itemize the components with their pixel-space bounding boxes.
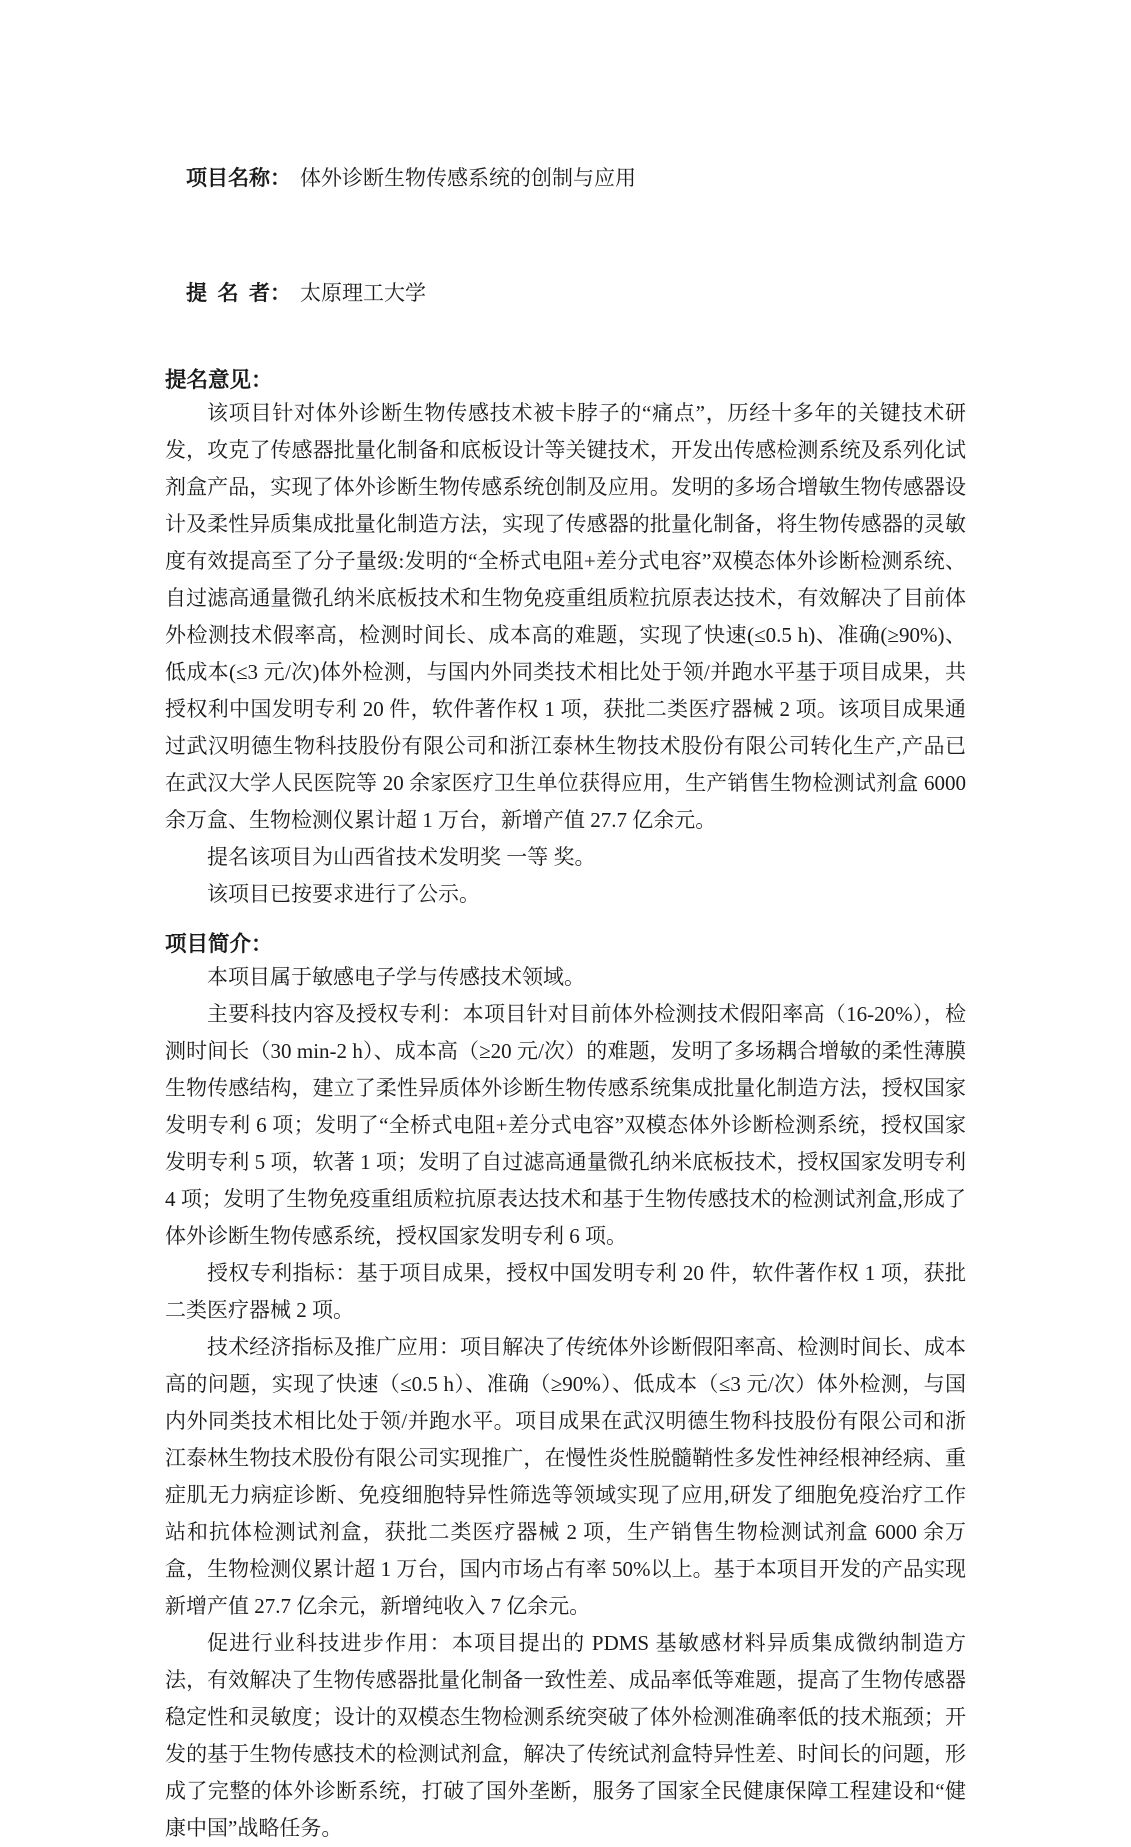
project-intro-heading: 项目简介： [165, 932, 273, 956]
nomination-opinion-body [165, 395, 972, 913]
nominator-row [165, 251, 966, 335]
project-intro-section [165, 930, 972, 1847]
opinion-paragraph-2: 提名该项目为山西省技术发明奖 一等 奖。 [207, 845, 596, 869]
project-intro-body [165, 959, 972, 1847]
nominator-value: 太原理工大学 [300, 281, 426, 305]
section-spacer [165, 913, 966, 930]
intro-paragraph-1: 本项目属于敏感电子学与传感技术领域。 [207, 965, 585, 989]
nominator-label: 提 名 者： [186, 281, 291, 305]
intro-paragraph-2: 主要科技内容及授权专利：本项目针对目前体外检测技术假阳率高（16-20%），检测时间长（30 min-2 h）、成本高（≥20 元/次）的难题，发明了多场耦合增敏的柔性薄膜生物传感结构，建立了柔性异质体外诊断生物传感系统集成批量化制造方法，授权国家发明专利 6 项；发明了“全桥式电阻+差分式电容”双模态体外诊断检测系统，授权国家发明专利 5 项，软著 1 项；发明了自过滤高通量微孔纳米底板技术，授权国家发明专利 4 项；发明了生物免疫重组质粒抗原表达技术和基于生物传感技术的检测试剂盒,形成了体外诊断生物传感系统，授权国家发明专利 6 项。 [165, 1002, 972, 1248]
intro-paragraph-5: 促进行业科技进步作用：本项目提出的 PDMS 基敏感材料异质集成微纳制造方法，有效解决了生物传感器批量化制备一致性差、成品率低等难题，提高了生物传感器稳定性和灵敏度；设计的双模态生物检测系统突破了体外检测准确率低的技术瓶颈；开发的基于生物传感技术的检测试剂盒，解决了传统试剂盒特异性差、时间长的问题，形成了完整的体外诊断系统，打破了国外垄断，服务了国家全民健康保障工程建设和“健康中国”战略任务。 [165, 1631, 966, 1840]
project-name-value: 体外诊断生物传感系统的创制与应用 [300, 166, 636, 190]
nomination-opinion-heading: 提名意见： [165, 368, 273, 392]
intro-paragraph-4: 技术经济指标及推广应用：项目解决了传统体外诊断假阳率高、检测时间长、成本高的问题，实现了快速（≤0.5 h）、准确（≥90%）、低成本（≤3 元/次）体外检测，与国内外同类技术相比处于领/并跑水平。项目成果在武汉明德生物科技股份有限公司和浙江泰林生物技术股份有限公司实现推广，在慢性炎性脱髓鞘性多发性神经根神经病、重症肌无力病症诊断、免疫细胞特异性筛选等领域实现了应用,研发了细胞免疫治疗工作站和抗体检测试剂盒，获批二类医疗器械 2 项，生产销售生物检测试剂盒 6000 余万盒，生物检测仪累计超 1 万台，国内市场占有率 50%以上。基于本项目开发的产品实现新增产值 27.7 亿余元，新增纯收入 7 亿余元。 [165, 1335, 966, 1618]
project-name-row [165, 136, 966, 220]
opinion-paragraph-1: 该项目针对体外诊断生物传感技术被卡脖子的“痛点”，历经十多年的关键技术研发，攻克了传感器批量化制备和底板设计等关键技术，开发出传感检测系统及系列化试剂盒产品，实现了体外诊断生物传感系统创制及应用。发明的多场合增敏生物传感器设计及柔性异质集成批量化制造方法，实现了传感器的批量化制备，将生物传感器的灵敏度有效提高至了分子量级:发明的“全桥式电阻+差分式电容”双模态体外诊断检测系统、自过滤高通量微孔纳米底板技术和生物免疫重组质粒抗原表达技术，有效解决了目前体外检测技术假率高，检测时间长、成本高的难题，实现了快速(≤0.5 h)、准确(≥90%)、低成本(≤3 元/次)体外检测，与国内外同类技术相比处于领/并跑水平基于项目成果，共授权利中国发明专利 20 件，软件著作权 1 项，获批二类医疗器械 2 项。该项目成果通过武汉明德生物科技股份有限公司和浙江泰林生物技术股份有限公司转化生产,产品已在武汉大学人民医院等 20 余家医疗卫生单位获得应用，生产销售生物检测试剂盒 6000 余万盒、生物检测仪累计超 1 万台，新增产值 27.7 亿余元。 [165, 401, 972, 832]
nomination-opinion-section [165, 366, 972, 913]
project-name-label: 项目名称： [186, 166, 291, 190]
intro-paragraph-3: 授权专利指标：基于项目成果，授权中国发明专利 20 件，软件著作权 1 项，获批二类医疗器械 2 项。 [165, 1261, 966, 1322]
opinion-paragraph-3: 该项目已按要求进行了公示。 [207, 882, 480, 906]
